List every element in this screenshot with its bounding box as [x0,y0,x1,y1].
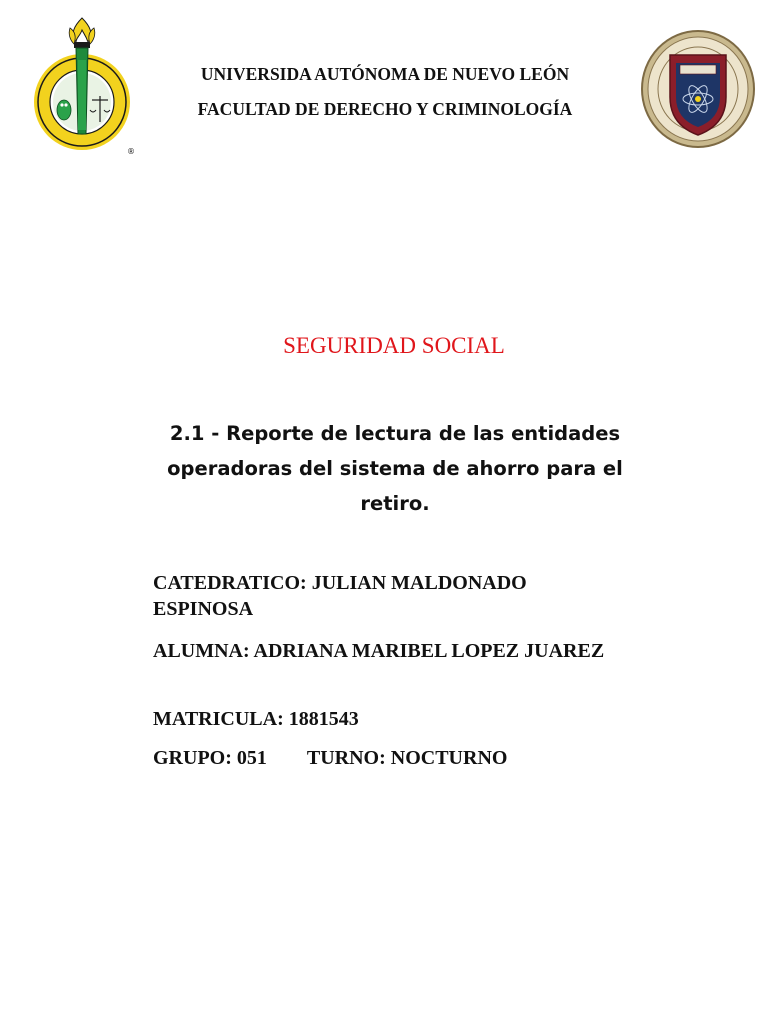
shift-label: TURNO: NOCTURNO [306,747,508,769]
matricula-line: MATRICULA: 1881543 [153,708,359,730]
subject-title: SEGURIDAD SOCIAL [283,333,505,358]
faculty-crest-icon [30,14,142,162]
group-label: GRUPO: 051 [153,747,267,769]
student-line: ALUMNA: ADRIANA MARIBEL LOPEZ JUAREZ [153,640,605,662]
professor-line: CATEDRATICO: JULIAN MALDONADO ESPINOSA [153,572,527,620]
group-shift-line [153,745,623,771]
registered-mark: ® [127,147,135,156]
report-title: 2.1 - Reporte de lectura de las entidades operadoras del sistema de ahorro para el retiro. [167,422,623,515]
faculty-name: FACULTAD DE DERECHO Y CRIMINOLOGÍA [197,99,573,119]
university-name: UNIVERSIDA AUTÓNOMA DE NUEVO LEÓN [200,64,570,84]
uanl-seal-icon [640,25,758,153]
